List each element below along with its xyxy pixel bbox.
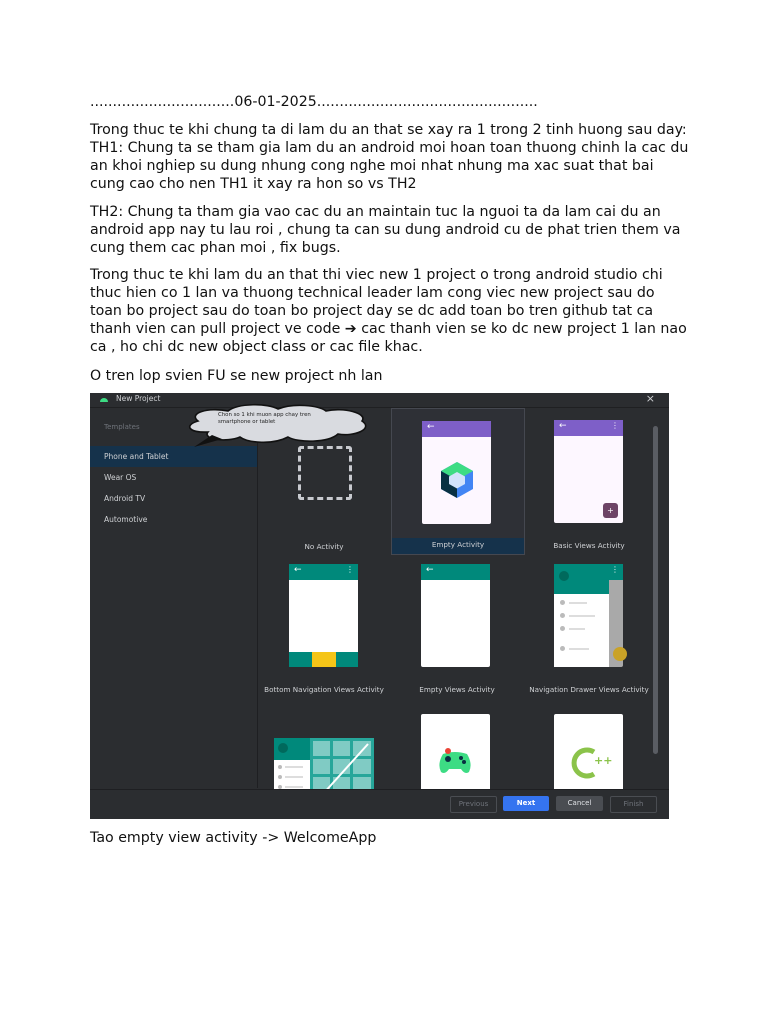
template-label: Empty Views Activity <box>419 685 495 694</box>
dialog-title: New Project <box>116 394 161 403</box>
sidebar-item-automotive[interactable] <box>90 509 257 530</box>
template-label: Bottom Navigation Views Activity <box>264 685 384 694</box>
template-basic-views-activity[interactable] <box>523 408 655 553</box>
template-game-activity[interactable] <box>391 696 523 841</box>
template-label: No Activity <box>304 542 344 551</box>
android-icon <box>100 396 108 402</box>
svg-text:++: ++ <box>594 754 613 767</box>
back-arrow-icon: ← <box>559 421 567 431</box>
phone-preview <box>554 564 623 667</box>
bottom-nav-selected <box>312 652 336 667</box>
finish-button[interactable]: Finish <box>610 796 657 813</box>
template-bottom-navigation-activity[interactable] <box>258 552 390 697</box>
template-label: Basic Views Activity <box>553 541 625 550</box>
more-icon: ⋮ <box>346 565 354 574</box>
sidebar-item-wear-os[interactable] <box>90 467 257 488</box>
fab-add-icon: + <box>603 503 618 518</box>
sidebar-item-label: Android TV <box>104 494 146 503</box>
phone-preview <box>422 421 491 524</box>
paragraph: Trong thuc te khi lam du an that thi viec new 1 project o trong android studio chi thuc hien co 1 lan va thuong technical leader lam cong viec new project sau do toan bo project sau do toan bo project day se dc add toan bo tren github tat ca thanh vien can pull project ve code ➔ cac thanh vien se ko dc new project 1 lan nao ca , ho chi dc new object class or cac file khac. <box>90 267 687 355</box>
paragraph: Trong thuc te khi chung ta di lam du an that se xay ra 1 trong 2 tinh huong sau day: TH1: Chung ta se tham gia lam du an android moi hoan toan thuong chinh la cac du an khoi nghiep su dung nhung cong nghe moi nhat nhung ma xac suat that bai cung cao cho nen TH1 it xay ra hon so vs TH2 <box>90 122 689 192</box>
sidebar-item-label: Wear OS <box>104 473 137 482</box>
template-empty-views-activity[interactable] <box>391 552 523 697</box>
template-empty-activity[interactable] <box>391 408 525 555</box>
cancel-button[interactable]: Cancel <box>556 796 603 811</box>
compose-logo-icon <box>440 461 474 499</box>
new-project-screenshot <box>90 393 669 818</box>
date-line: ................................06-01-2025................................................. <box>90 94 538 110</box>
back-arrow-icon: ← <box>427 422 435 432</box>
dialog-footer <box>90 789 669 819</box>
paragraph: O tren lop svien FU se new project nh lan <box>90 368 383 384</box>
sidebar-item-label: Phone and Tablet <box>104 452 169 461</box>
sidebar-item-android-tv[interactable] <box>90 488 257 509</box>
template-navigation-drawer-activity[interactable] <box>523 552 655 697</box>
more-icon: ⋮ <box>611 565 619 574</box>
annotation-text: Chon so 1 khi muon app chay tren smartphone or tablet <box>218 412 311 425</box>
back-arrow-icon: ← <box>426 565 434 575</box>
next-button[interactable]: Next <box>503 796 549 811</box>
phone-preview <box>289 564 358 667</box>
more-icon: ⋮ <box>611 421 619 430</box>
previous-button[interactable]: Previous <box>450 796 497 813</box>
gamepad-icon <box>437 748 473 776</box>
template-gallery <box>258 408 661 788</box>
dialog-titlebar <box>90 393 669 408</box>
phone-preview <box>554 420 623 523</box>
template-label: Empty Activity <box>431 540 485 549</box>
template-grid-activity[interactable] <box>258 696 390 841</box>
empty-template-icon <box>298 446 352 500</box>
cpp-logo-icon <box>570 746 613 780</box>
template-label: Navigation Drawer Views Activity <box>529 685 649 694</box>
templates-sidebar <box>90 408 258 788</box>
sidebar-header: Templates <box>104 423 140 431</box>
template-native-cpp[interactable] <box>523 696 655 841</box>
phone-preview <box>421 564 490 667</box>
close-icon[interactable]: × <box>645 392 655 405</box>
back-arrow-icon: ← <box>294 565 302 575</box>
sidebar-item-label: Automotive <box>104 515 148 524</box>
sidebar-item-phone-tablet[interactable] <box>90 446 257 467</box>
caption: Tao empty view activity -> WelcomeApp <box>90 830 377 846</box>
paragraph: TH2: Chung ta tham gia vao cac du an maintain tuc la nguoi ta da lam cai du an android app nay tu lau roi , chung ta can su dung android cu de phat trien them va cung them cac phan moi , fix bugs. <box>90 204 681 256</box>
